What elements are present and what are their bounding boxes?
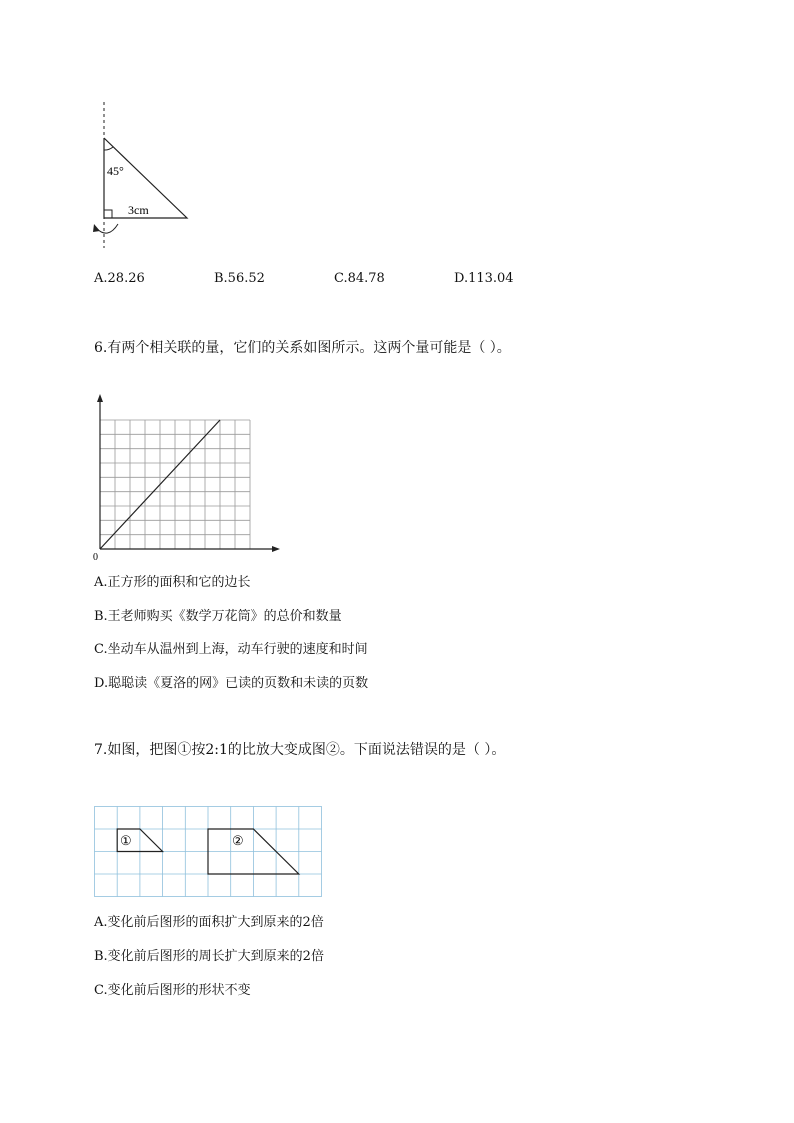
q5-option-b[interactable]: B.56.52 bbox=[214, 271, 265, 286]
q5-option-c[interactable]: C.84.78 bbox=[334, 271, 385, 286]
q7-question: 7.如图，把图①按2:1的比放大变成图②。下面说法错误的是（ ）。 bbox=[94, 742, 506, 758]
q5-option-a[interactable]: A.28.26 bbox=[94, 271, 145, 286]
q7-option-b[interactable]: B.变化前后图形的周长扩大到原来的2倍 bbox=[94, 949, 324, 964]
q6-graph bbox=[88, 390, 288, 570]
origin-label: 0 bbox=[93, 552, 98, 563]
angle-arc bbox=[104, 147, 113, 150]
q5-option-d[interactable]: D.113.04 bbox=[454, 271, 514, 286]
q7-option-a[interactable]: A.变化前后图形的面积扩大到原来的2倍 bbox=[94, 915, 324, 930]
rotation-arrowhead bbox=[93, 224, 100, 232]
rotating-triangle-figure bbox=[86, 100, 206, 250]
q6-option-a[interactable]: A.正方形的面积和它的边长 bbox=[94, 575, 251, 590]
q7-option-c[interactable]: C.变化前后图形的形状不变 bbox=[94, 983, 251, 998]
shape-2-label: ② bbox=[232, 833, 244, 848]
right-angle-mark bbox=[104, 210, 112, 218]
y-axis-arrow bbox=[97, 394, 103, 402]
graph-grid bbox=[100, 420, 250, 549]
rotation-arrow bbox=[96, 224, 118, 233]
q7-figure bbox=[92, 805, 324, 899]
q6-option-b[interactable]: B.王老师购买《数学万花筒》的总价和数量 bbox=[94, 609, 342, 624]
q6-option-d[interactable]: D.聪聪读《夏洛的网》已读的页数和未读的页数 bbox=[94, 676, 369, 691]
q6-option-c[interactable]: C.坐动车从温州到上海，动车行驶的速度和时间 bbox=[94, 642, 368, 657]
side-label: 3cm bbox=[128, 203, 149, 217]
shape-1-label: ① bbox=[120, 833, 132, 848]
angle-label: 45° bbox=[107, 164, 124, 178]
x-axis-arrow bbox=[272, 546, 280, 552]
q6-question: 6.有两个相关联的量，它们的关系如图所示。这两个量可能是（ ）。 bbox=[94, 340, 511, 356]
